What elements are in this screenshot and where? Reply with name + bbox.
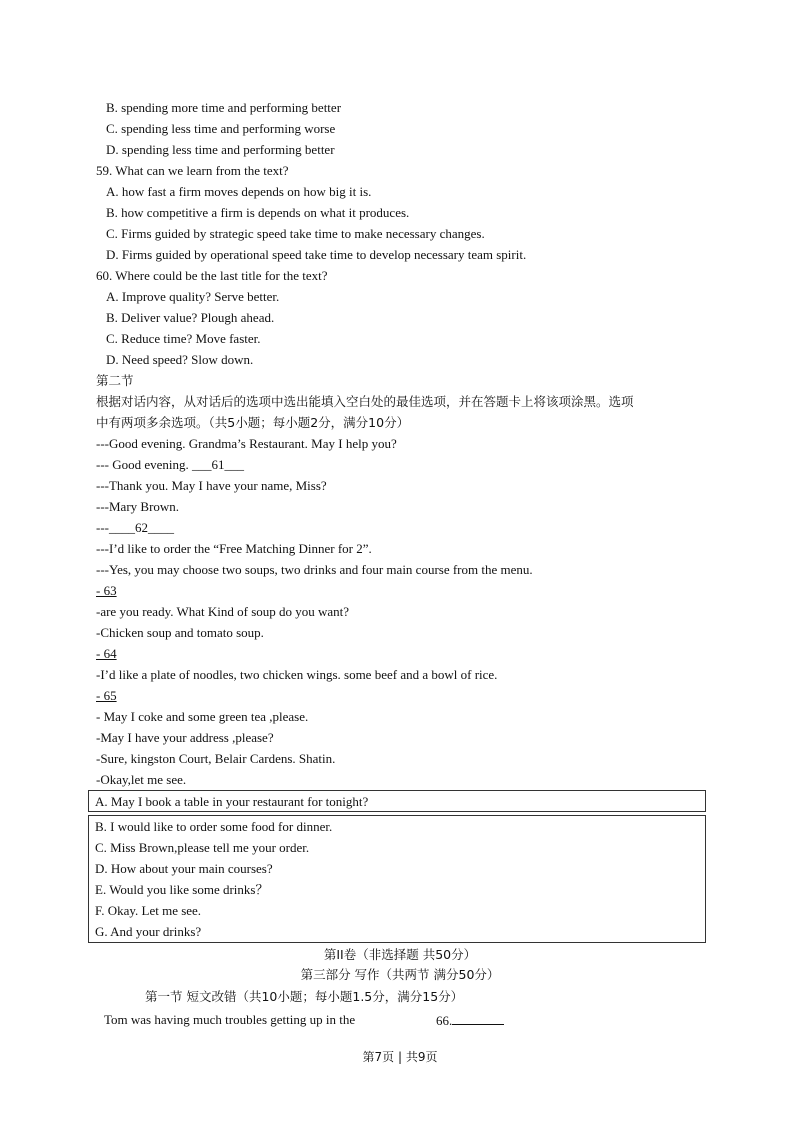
dialogue-line: -May I have your address ,please? [96, 730, 274, 745]
q59-stem: 59. What can we learn from the text? [96, 163, 289, 178]
dialogue-line: --- Good evening. ___61___ [96, 457, 245, 472]
q60-stem: 60. Where could be the last title for the text? [96, 268, 328, 283]
dialogue-line: ---____62____ [96, 520, 174, 535]
blank-66-number: 66. [436, 1013, 453, 1028]
page-footer: 第7页 | 共9页 [362, 1050, 438, 1064]
choice-g: G. And your drinks? [95, 924, 202, 939]
q60-option-d: D. Need speed? Slow down. [106, 352, 254, 367]
dialogue-line: ---Mary Brown. [96, 499, 180, 514]
q59-option-c: C. Firms guided by strategic speed take time to make necessary changes. [106, 226, 485, 241]
choice-f: F. Okay. Let me see. [95, 903, 202, 918]
dialogue-line: -Chicken soup and tomato soup. [96, 625, 264, 640]
blank-65: - 65 [96, 688, 117, 703]
dialogue-line: ---I’d like to order the “Free Matching Dinner for 2”. [96, 541, 372, 556]
choice-b: B. I would like to order some food for dinner. [95, 819, 333, 834]
choice-d: D. How about your main courses? [95, 861, 273, 876]
part-title: 第三部分 写作（共两节 满分50分） [300, 967, 500, 982]
section2-instruction-1: 根据对话内容，从对话后的选项中选出能填入空白处的最佳选项，并在答题卡上将该项涂黑。选项 [96, 394, 634, 409]
q60-option-c: C. Reduce time? Move faster. [106, 331, 261, 346]
dialogue-line: -are you ready. What Kind of soup do you want? [96, 604, 350, 619]
section1-title: 第一节 短文改错（共10小题；每小题1.5分，满分15分） [145, 989, 464, 1004]
passage-line: Tom was having much troubles getting up in the [104, 1012, 356, 1027]
dialogue-line: ---Thank you. May I have your name, Miss? [96, 478, 327, 493]
q58-option-b: B. spending more time and performing better [106, 100, 342, 115]
blank-63: - 63 [96, 583, 117, 598]
volume-title: 第II卷（非选择题 共50分） [323, 947, 477, 962]
blank-66-line [452, 1012, 504, 1025]
q59-option-a: A. how fast a firm moves depends on how big it is. [106, 184, 372, 199]
choice-a: A. May I book a table in your restaurant for tonight? [95, 794, 369, 809]
dialogue-line: ---Good evening. Grandma’s Restaurant. May I help you? [96, 436, 397, 451]
choice-c: C. Miss Brown,please tell me your order. [95, 840, 310, 855]
dialogue-line: ---Yes, you may choose two soups, two drinks and four main course from the menu. [96, 562, 533, 577]
q58-option-c: C. spending less time and performing worse [106, 121, 336, 136]
dialogue-line: -Okay,let me see. [96, 772, 187, 787]
blank-66 [436, 1012, 504, 1029]
blank-64: - 64 [96, 646, 117, 661]
q60-option-a: A. Improve quality? Serve better. [106, 289, 280, 304]
q58-option-d: D. spending less time and performing better [106, 142, 335, 157]
q59-option-b: B. how competitive a firm is depends on what it produces. [106, 205, 410, 220]
dialogue-line: - May I coke and some green tea ,please. [96, 709, 309, 724]
q59-option-d: D. Firms guided by operational speed take time to develop necessary team spirit. [106, 247, 527, 262]
dialogue-line: -Sure, kingston Court, Belair Cardens. Shatin. [96, 751, 336, 766]
choice-e: E. Would you like some drinks？ [95, 882, 269, 897]
q60-option-b: B. Deliver value? Plough ahead. [106, 310, 275, 325]
section2-heading: 第二节 [96, 373, 134, 388]
section2-instruction-2: 中有两项多余选项。（共5小题；每小题2分，满分10分） [96, 415, 410, 430]
dialogue-line: -I’d like a plate of noodles, two chicken wings. some beef and a bowl of rice. [96, 667, 498, 682]
